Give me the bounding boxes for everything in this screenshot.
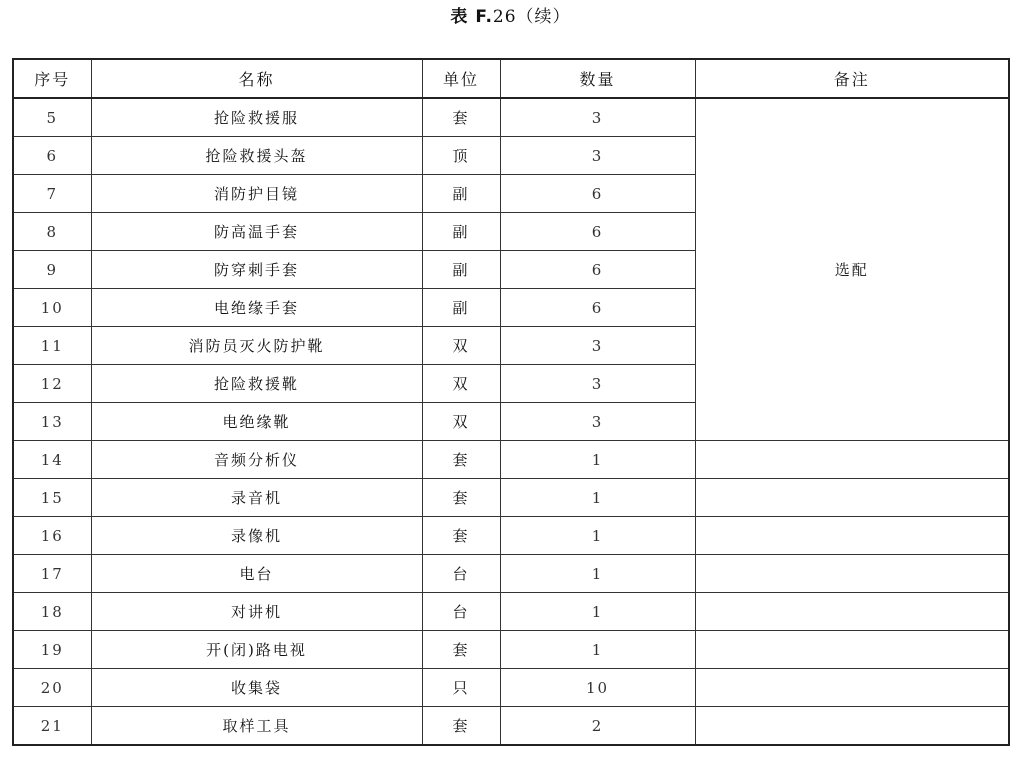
cell-no: 12 [13,365,91,403]
cell-no: 21 [13,707,91,746]
header-unit: 单位 [422,59,500,98]
cell-no: 20 [13,669,91,707]
cell-unit: 副 [422,251,500,289]
table-row [13,517,1009,555]
cell-qty: 1 [500,555,695,593]
cell-no: 8 [13,213,91,251]
table-row [13,631,1009,669]
cell-no: 7 [13,175,91,213]
cell-name: 抢险救援服 [91,98,422,137]
cell-remark [695,593,1009,631]
table-row [13,98,1009,137]
cell-qty: 6 [500,175,695,213]
header-name: 名称 [91,59,422,98]
table-caption [0,6,1021,28]
header-qty: 数量 [500,59,695,98]
cell-unit: 套 [422,707,500,746]
table-row [13,441,1009,479]
caption-rest: 26（续） [492,7,571,27]
cell-name: 收集袋 [91,669,422,707]
table-row [13,593,1009,631]
cell-no: 9 [13,251,91,289]
table-header [13,59,1009,98]
cell-unit: 套 [422,441,500,479]
cell-qty: 3 [500,403,695,441]
cell-name: 防高温手套 [91,213,422,251]
cell-qty: 2 [500,707,695,746]
cell-qty: 1 [500,631,695,669]
cell-no: 16 [13,517,91,555]
cell-qty: 6 [500,289,695,327]
cell-remark [695,707,1009,746]
cell-name: 抢险救援靴 [91,365,422,403]
cell-name: 抢险救援头盔 [91,137,422,175]
header-row [13,59,1009,98]
header-remark: 备注 [695,59,1009,98]
cell-qty: 1 [500,441,695,479]
cell-name: 消防护目镜 [91,175,422,213]
cell-no: 18 [13,593,91,631]
cell-no: 17 [13,555,91,593]
cell-unit: 副 [422,175,500,213]
cell-name: 录音机 [91,479,422,517]
cell-no: 6 [13,137,91,175]
cell-remark [695,555,1009,593]
cell-unit: 双 [422,327,500,365]
cell-name: 录像机 [91,517,422,555]
cell-qty: 6 [500,251,695,289]
cell-unit: 台 [422,593,500,631]
cell-no: 5 [13,98,91,137]
cell-no: 15 [13,479,91,517]
cell-qty: 3 [500,137,695,175]
cell-name: 电绝缘手套 [91,289,422,327]
cell-unit: 双 [422,403,500,441]
cell-name: 电绝缘靴 [91,403,422,441]
header-no: 序号 [13,59,91,98]
table-row [13,555,1009,593]
cell-name: 电台 [91,555,422,593]
cell-qty: 3 [500,327,695,365]
cell-remark-merged: 选配 [695,98,1009,441]
cell-name: 音频分析仪 [91,441,422,479]
cell-unit: 套 [422,517,500,555]
cell-qty: 6 [500,213,695,251]
cell-name: 取样工具 [91,707,422,746]
cell-unit: 只 [422,669,500,707]
cell-remark [695,479,1009,517]
table-row [13,669,1009,707]
cell-unit: 顶 [422,137,500,175]
table-body [13,98,1009,745]
cell-remark [695,631,1009,669]
table-row [13,707,1009,746]
cell-unit: 套 [422,631,500,669]
equipment-table [12,58,1010,746]
cell-no: 10 [13,289,91,327]
cell-name: 消防员灭火防护靴 [91,327,422,365]
cell-unit: 双 [422,365,500,403]
cell-qty: 3 [500,365,695,403]
cell-no: 19 [13,631,91,669]
cell-qty: 1 [500,593,695,631]
cell-qty: 1 [500,517,695,555]
cell-unit: 副 [422,289,500,327]
cell-qty: 1 [500,479,695,517]
cell-remark [695,441,1009,479]
cell-name: 开(闭)路电视 [91,631,422,669]
cell-remark [695,517,1009,555]
table-row [13,479,1009,517]
cell-unit: 台 [422,555,500,593]
cell-remark [695,669,1009,707]
cell-unit: 套 [422,98,500,137]
cell-unit: 副 [422,213,500,251]
cell-no: 11 [13,327,91,365]
cell-name: 对讲机 [91,593,422,631]
cell-unit: 套 [422,479,500,517]
caption-prefix: 表 F. [450,7,493,27]
cell-no: 13 [13,403,91,441]
cell-name: 防穿刺手套 [91,251,422,289]
cell-qty: 10 [500,669,695,707]
cell-qty: 3 [500,98,695,137]
cell-no: 14 [13,441,91,479]
